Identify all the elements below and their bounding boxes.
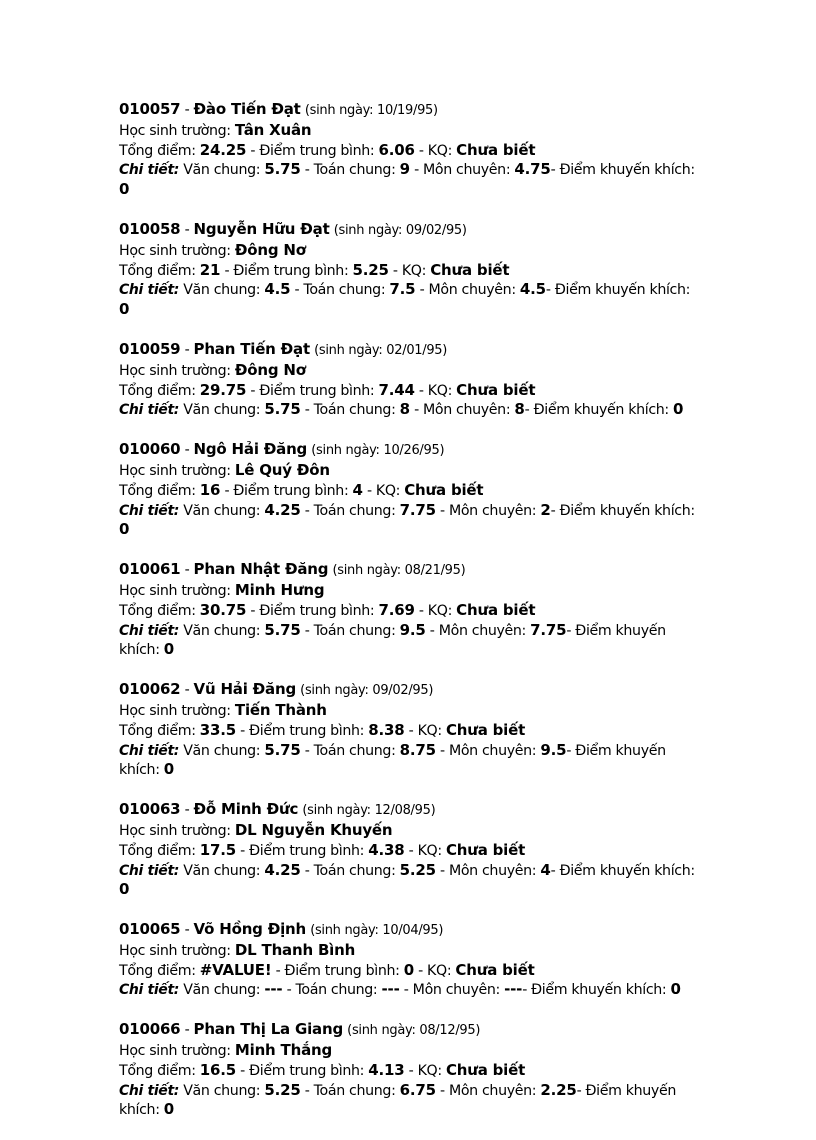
math-label: - Toán chung:: [300, 162, 400, 179]
school-line: [119, 821, 699, 841]
school-name: Minh Hưng: [234, 580, 325, 599]
student-header: 010062 - Vũ Hải Đăng (sinh ngày: 09/02/95): [119, 680, 434, 699]
result-value: Chưa biết: [430, 260, 510, 279]
average-score: 7.44: [378, 380, 415, 399]
specialty-label: - Môn chuyên:: [415, 282, 520, 299]
student-record: [119, 100, 699, 200]
specialty-score: 8: [514, 400, 525, 419]
school-label: Học sinh trường:: [119, 462, 235, 479]
specialty-label: - Môn chuyên:: [435, 742, 541, 759]
detail-line: [119, 400, 699, 420]
result-label: - KQ:: [414, 602, 457, 619]
literature-score: ---: [264, 980, 283, 999]
dob-prefix: (sinh ngày:: [302, 803, 375, 819]
total-label: Tổng điểm:: [119, 142, 200, 159]
total-label: Tổng điểm:: [119, 962, 200, 979]
literature-score: 4.5: [264, 280, 291, 299]
result-label: - KQ:: [413, 962, 456, 979]
score-line: [119, 381, 699, 401]
specialty-score: 4.5: [519, 280, 546, 299]
score-line: [119, 481, 699, 501]
school-label: Học sinh trường:: [119, 122, 235, 139]
bonus-label: - Điểm khuyến khích:: [119, 1082, 676, 1119]
bonus-label: - Điểm khuyến khích:: [545, 282, 691, 299]
student-id: 010063: [119, 800, 181, 819]
literature-label: Văn chung:: [179, 862, 265, 879]
detail-line: [119, 1081, 699, 1121]
student-id: 010061: [119, 560, 181, 579]
specialty-label: - Môn chuyên:: [425, 622, 531, 639]
average-score: 6.06: [378, 140, 415, 159]
detail-label: Chi tiết:: [119, 862, 180, 879]
detail-line: [119, 501, 699, 541]
student-header: 010057 - Đào Tiến Đạt (sinh ngày: 10/19/95): [119, 100, 438, 118]
school-label: Học sinh trường:: [119, 702, 235, 719]
specialty-label: - Môn chuyên:: [409, 162, 515, 179]
math-score: 6.75: [399, 1080, 436, 1099]
bonus-score: 0: [119, 520, 130, 539]
student-name: Ngô Hải Đăng: [193, 440, 308, 459]
student-record: [119, 440, 699, 540]
math-score: 7.75: [399, 500, 436, 519]
detail-label: Chi tiết:: [119, 982, 180, 999]
average-label: - Điểm trung bình:: [236, 842, 369, 859]
literature-score: 4.25: [264, 500, 301, 519]
school-line: [119, 941, 699, 961]
math-label: - Toán chung:: [300, 742, 400, 759]
result-label: - KQ:: [362, 482, 405, 499]
result-value: Chưa biết: [445, 720, 526, 739]
average-label: - Điểm trung bình:: [220, 262, 353, 279]
school-label: Học sinh trường:: [119, 582, 235, 599]
student-header: 010059 - Phan Tiến Đạt (sinh ngày: 02/01/95): [119, 339, 448, 358]
bonus-score: 0: [163, 760, 175, 779]
total-label: Tổng điểm:: [119, 482, 200, 499]
dob-suffix: ): [461, 222, 467, 238]
dob-prefix: (sinh ngày:: [311, 443, 384, 459]
detail-label: Chi tiết:: [119, 1082, 180, 1099]
specialty-score: ---: [504, 980, 523, 999]
dob-suffix: ): [460, 563, 466, 579]
detail-label: Chi tiết:: [119, 622, 180, 639]
student-name: Vũ Hải Đăng: [193, 680, 296, 699]
dob-suffix: ): [475, 1023, 481, 1039]
bonus-label: - Điểm khuyến khích:: [119, 622, 666, 659]
bonus-score: 0: [670, 980, 681, 999]
math-label: - Toán chung:: [282, 982, 382, 999]
total-label: Tổng điểm:: [119, 722, 200, 739]
result-label: - KQ:: [414, 382, 457, 399]
average-score: 0: [403, 960, 414, 979]
school-label: Học sinh trường:: [119, 242, 235, 259]
total-label: Tổng điểm:: [119, 382, 200, 399]
average-score: 8.38: [368, 720, 405, 739]
dob-value: 09/02/95: [372, 683, 429, 699]
school-line: [119, 1041, 699, 1061]
math-score: 9: [399, 160, 410, 179]
detail-line: [119, 280, 699, 320]
bonus-score: 0: [163, 1100, 175, 1119]
math-score: 9.5: [399, 620, 426, 639]
dob-suffix: ): [438, 923, 444, 939]
literature-score: 5.25: [264, 1080, 301, 1099]
bonus-score: 0: [673, 400, 684, 419]
bonus-label: - Điểm khuyến khích:: [119, 742, 666, 779]
dob-value: 09/02/95: [405, 222, 462, 238]
math-label: - Toán chung:: [300, 1082, 400, 1099]
total-score: #VALUE!: [199, 960, 272, 979]
average-score: 4.38: [368, 840, 405, 859]
bonus-label: - Điểm khuyến khích:: [524, 402, 674, 419]
specialty-label: - Môn chuyên:: [399, 982, 505, 999]
average-label: - Điểm trung bình:: [246, 382, 379, 399]
student-id: 010062: [119, 680, 181, 699]
student-name: Phan Tiến Đạt: [193, 339, 310, 358]
math-label: - Toán chung:: [300, 622, 400, 639]
math-label: - Toán chung:: [300, 862, 400, 879]
detail-label: Chi tiết:: [119, 162, 180, 179]
detail-line: [119, 741, 699, 781]
dob-value: 08/21/95: [404, 563, 461, 579]
school-label: Học sinh trường:: [119, 822, 235, 839]
student-id: 010060: [119, 440, 181, 459]
average-score: 7.69: [378, 600, 415, 619]
detail-label: Chi tiết:: [119, 502, 180, 519]
score-line: [119, 261, 699, 281]
dob-prefix: (sinh ngày:: [310, 923, 383, 939]
dob-value: 10/19/95: [377, 103, 434, 118]
total-label: Tổng điểm:: [119, 842, 200, 859]
result-label: - KQ:: [388, 262, 431, 279]
student-name: Nguyễn Hữu Đạt: [193, 219, 330, 238]
result-value: Chưa biết: [456, 380, 536, 399]
specialty-score: 4.75: [514, 160, 551, 179]
average-label: - Điểm trung bình:: [220, 482, 353, 499]
literature-label: Văn chung:: [179, 742, 265, 759]
student-record: [119, 340, 699, 420]
total-label: Tổng điểm:: [119, 1062, 200, 1079]
student-id: 010057: [119, 100, 181, 118]
school-name: Lê Quý Đôn: [234, 460, 330, 479]
score-line: [119, 721, 699, 741]
total-label: Tổng điểm:: [119, 602, 200, 619]
literature-label: Văn chung:: [179, 402, 265, 419]
school-line: [119, 461, 699, 481]
average-label: - Điểm trung bình:: [236, 1062, 369, 1079]
student-header: 010058 - Nguyễn Hữu Đạt (sinh ngày: 09/02/95): [119, 219, 467, 238]
literature-score: 5.75: [264, 620, 301, 639]
specialty-score: 7.75: [530, 620, 567, 639]
detail-label: Chi tiết:: [119, 282, 180, 299]
school-name: Minh Thắng: [234, 1041, 333, 1060]
specialty-label: - Môn chuyên:: [435, 1082, 541, 1099]
result-label: - KQ:: [404, 1062, 446, 1079]
bonus-label: - Điểm khuyến khích:: [550, 502, 695, 519]
detail-line: [119, 861, 699, 901]
dob-prefix: (sinh ngày:: [300, 683, 373, 699]
detail-label: Chi tiết:: [119, 742, 180, 759]
result-value: Chưa biết: [455, 960, 535, 979]
average-label: - Điểm trung bình:: [246, 602, 379, 619]
result-value: Chưa biết: [445, 1060, 526, 1079]
school-line: [119, 361, 699, 381]
average-label: - Điểm trung bình:: [246, 142, 379, 159]
student-record: [119, 800, 699, 900]
dob-suffix: ): [428, 683, 434, 699]
detail-line: [119, 621, 699, 661]
school-label: Học sinh trường:: [119, 362, 235, 379]
student-header: 010060 - Ngô Hải Đăng (sinh ngày: 10/26/95): [119, 440, 445, 459]
school-line: [119, 581, 699, 601]
result-value: Chưa biết: [445, 840, 526, 859]
dob-value: 10/26/95: [383, 443, 440, 459]
literature-label: Văn chung:: [179, 622, 265, 639]
school-name: Tiến Thành: [234, 700, 327, 719]
math-score: 8: [399, 400, 410, 419]
student-header: 010063 - Đỗ Minh Đức (sinh ngày: 12/08/95): [119, 800, 436, 819]
school-name: Đông Nơ: [234, 360, 306, 379]
specialty-label: - Môn chuyên:: [435, 862, 541, 879]
student-name: Võ Hồng Định: [193, 920, 307, 939]
total-score: 30.75: [199, 600, 247, 619]
literature-label: Văn chung:: [179, 502, 265, 519]
dob-prefix: (sinh ngày:: [332, 563, 405, 579]
math-score: ---: [381, 980, 400, 999]
student-id: 010065: [119, 920, 181, 939]
average-score: 4: [352, 480, 363, 499]
math-label: - Toán chung:: [300, 502, 400, 519]
literature-label: Văn chung:: [179, 162, 265, 179]
total-score: 24.25: [199, 140, 247, 159]
dob-prefix: (sinh ngày:: [314, 342, 387, 358]
dob-suffix: ): [430, 803, 436, 819]
total-score: 33.5: [199, 720, 237, 739]
dob-prefix: (sinh ngày:: [347, 1023, 420, 1039]
score-line: [119, 961, 699, 981]
dob-suffix: ): [439, 443, 445, 459]
bonus-score: 0: [119, 880, 130, 899]
bonus-label: - Điểm khuyến khích:: [522, 982, 671, 999]
math-label: - Toán chung:: [300, 402, 400, 419]
total-score: 29.75: [199, 380, 247, 399]
bonus-score: 0: [163, 640, 175, 659]
dob-suffix: ): [442, 342, 448, 358]
result-label: - KQ:: [404, 842, 446, 859]
average-label: - Điểm trung bình:: [271, 962, 404, 979]
specialty-score: 4: [540, 860, 551, 879]
result-label: - KQ:: [414, 142, 457, 159]
student-name: Phan Thị La Giang: [193, 1020, 343, 1039]
specialty-label: - Môn chuyên:: [435, 502, 541, 519]
specialty-score: 9.5: [540, 740, 567, 759]
result-value: Chưa biết: [456, 600, 536, 619]
literature-score: 4.25: [264, 860, 301, 879]
score-line: [119, 141, 699, 161]
total-label: Tổng điểm:: [119, 262, 200, 279]
result-value: Chưa biết: [456, 140, 536, 159]
school-line: [119, 701, 699, 721]
score-line: [119, 1061, 699, 1081]
student-record: [119, 1020, 699, 1120]
student-header: 010066 - Phan Thị La Giang (sinh ngày: 08/12/95): [119, 1020, 481, 1039]
results-page: [119, 100, 699, 1140]
student-record: [119, 560, 699, 660]
dob-value: 02/01/95: [386, 342, 443, 358]
bonus-score: 0: [119, 180, 130, 199]
student-header: 010061 - Phan Nhật Đăng (sinh ngày: 08/21/95): [119, 560, 466, 579]
bonus-label: - Điểm khuyến khích:: [550, 862, 695, 879]
literature-label: Văn chung:: [179, 282, 265, 299]
school-name: Đông Nơ: [234, 240, 306, 259]
dob-prefix: (sinh ngày:: [333, 222, 406, 238]
specialty-label: - Môn chuyên:: [409, 402, 515, 419]
average-score: 4.13: [368, 1060, 405, 1079]
student-id: 010058: [119, 219, 181, 238]
dob-value: 08/12/95: [419, 1023, 476, 1039]
literature-score: 5.75: [264, 160, 301, 179]
school-line: [119, 241, 699, 261]
student-name: Đào Tiến Đạt: [193, 100, 301, 118]
school-name: DL Thanh Bình: [234, 940, 356, 959]
student-record: [119, 220, 699, 320]
detail-line: [119, 160, 699, 200]
score-line: [119, 601, 699, 621]
detail-label: Chi tiết:: [119, 402, 180, 419]
total-score: 16: [199, 480, 221, 499]
literature-score: 5.75: [264, 740, 301, 759]
school-name: Tân Xuân: [234, 120, 312, 139]
student-id: 010066: [119, 1020, 181, 1039]
specialty-score: 2.25: [540, 1080, 577, 1099]
math-label: - Toán chung:: [290, 282, 390, 299]
score-line: [119, 841, 699, 861]
literature-label: Văn chung:: [179, 1082, 265, 1099]
math-score: 5.25: [399, 860, 436, 879]
literature-label: Văn chung:: [179, 982, 265, 999]
average-label: - Điểm trung bình:: [236, 722, 369, 739]
math-score: 8.75: [399, 740, 436, 759]
dob-value: 10/04/95: [382, 923, 439, 939]
literature-score: 5.75: [264, 400, 301, 419]
student-name: Đỗ Minh Đức: [193, 800, 299, 819]
total-score: 21: [199, 260, 221, 279]
school-name: DL Nguyễn Khuyến: [234, 820, 393, 839]
bonus-label: - Điểm khuyến khích:: [550, 162, 695, 179]
specialty-score: 2: [540, 500, 551, 519]
bonus-score: 0: [119, 300, 130, 319]
student-record: [119, 920, 699, 1000]
dob-value: 12/08/95: [374, 803, 431, 819]
student-name: Phan Nhật Đăng: [193, 560, 329, 579]
math-score: 7.5: [389, 280, 416, 299]
school-label: Học sinh trường:: [119, 942, 235, 959]
total-score: 16.5: [199, 1060, 237, 1079]
dob-prefix: (sinh ngày:: [304, 103, 378, 118]
total-score: 17.5: [199, 840, 237, 859]
dob-suffix: ): [433, 103, 438, 118]
result-value: Chưa biết: [404, 480, 484, 499]
student-header: 010065 - Võ Hồng Định (sinh ngày: 10/04/95): [119, 920, 444, 939]
student-record: [119, 680, 699, 780]
school-line: [119, 121, 699, 141]
result-label: - KQ:: [404, 722, 446, 739]
student-id: 010059: [119, 339, 181, 358]
average-score: 5.25: [352, 260, 389, 279]
detail-line: [119, 980, 699, 1000]
school-label: Học sinh trường:: [119, 1043, 235, 1060]
